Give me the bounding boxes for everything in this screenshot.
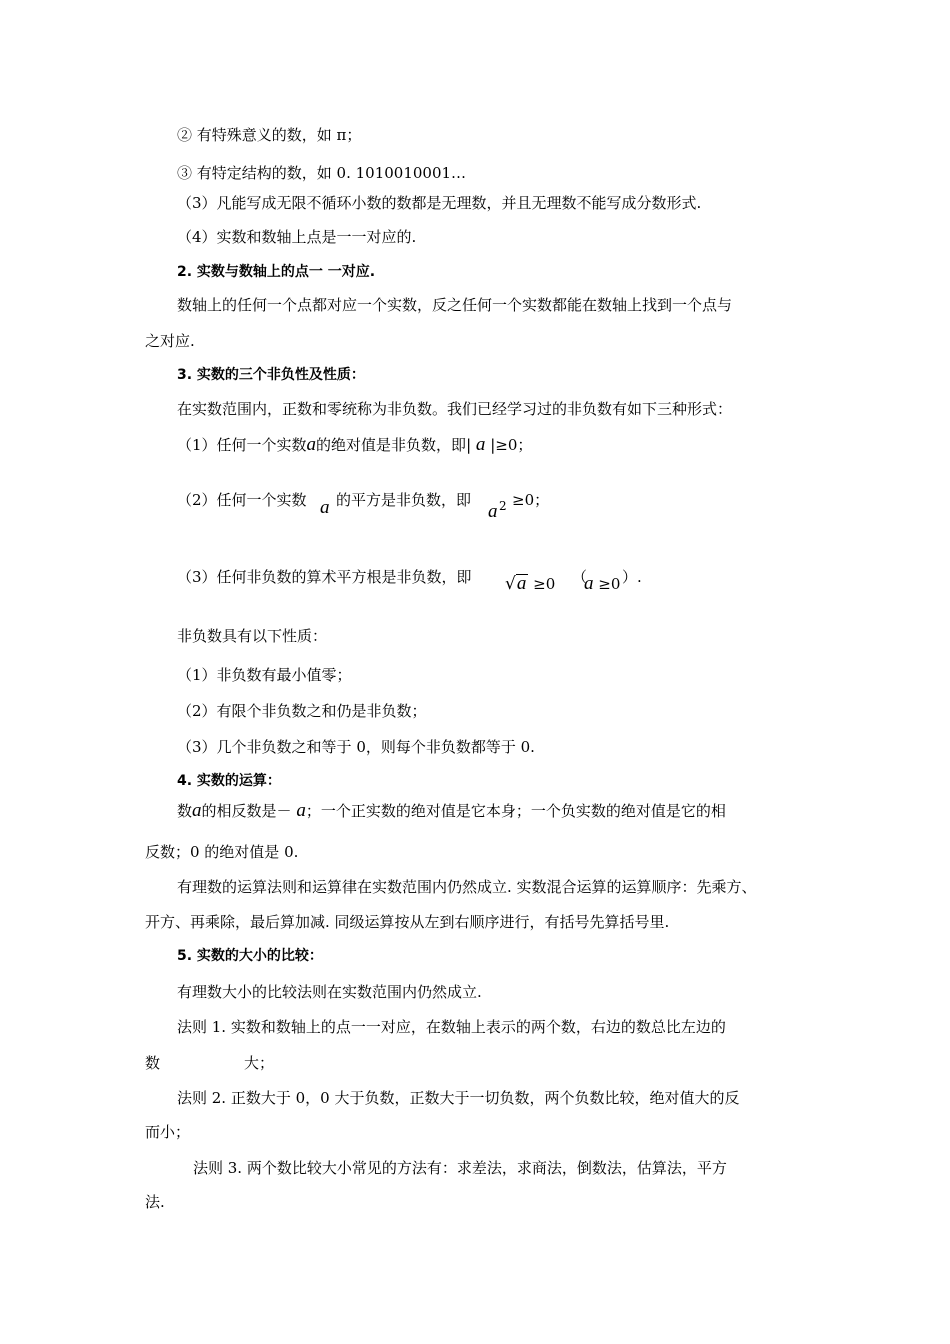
condition-close-paren: ）.	[622, 568, 642, 586]
variable-a: a	[306, 434, 317, 455]
ge-zero: ≥0	[533, 575, 556, 593]
sqrt-expression	[505, 573, 555, 595]
exponent-two: 2	[499, 499, 507, 513]
variable-a: a	[320, 497, 330, 518]
section4-line2: 反数；0 的绝对值是 0.	[145, 843, 299, 861]
section5-intro: 有理数大小的比较法则在实数范围内仍然成立.	[177, 983, 482, 1001]
form1-mid: 的绝对值是非负数，即	[316, 436, 467, 454]
variable-a: a	[296, 800, 306, 821]
rule1-line2-start: 数	[145, 1054, 161, 1072]
form2-suffix: ≥0；	[512, 491, 550, 509]
property-item: （1）非负数有最小值零；	[177, 666, 352, 684]
section4-line4: 开方、再乘除，最后算加减. 同级运算按从左到右顺序进行，有括号先算括号里.	[145, 913, 670, 931]
section3-intro: 在实数范围内，正数和零统称为非负数。我们已经学习过的非负数有如下三种形式：	[177, 400, 733, 418]
line1-mid: 的相反数是－	[201, 802, 292, 820]
rule1-line1: 法则 1. 实数和数轴上的点一一对应，在数轴上表示的两个数，右边的数总比左边的	[177, 1018, 726, 1036]
variable-a: a	[584, 573, 594, 594]
property-item: （3）几个非负数之和等于 0，则每个非负数都等于 0.	[177, 738, 535, 756]
item-special-meaning: ② 有特殊意义的数，如 π；	[177, 126, 362, 144]
nonneg-form-sqrt: （3）任何非负数的算术平方根是非负数，即	[177, 568, 472, 586]
variable-a: a	[192, 800, 202, 821]
property-item: （2）有限个非负数之和仍是非负数；	[177, 702, 427, 720]
section2-line1: 数轴上的任何一个点都对应一个实数，反之任何一个实数都能在数轴上找到一个点与	[177, 296, 733, 314]
rule3-line2: 法.	[145, 1193, 165, 1211]
variable-a: a	[488, 501, 498, 522]
form2-mid: 的平方是非负数，即	[336, 491, 472, 509]
properties-title: 非负数具有以下性质：	[177, 627, 328, 645]
section4-line1	[177, 800, 726, 822]
nonneg-form-square	[177, 489, 307, 511]
abs-bar-left: |	[466, 436, 472, 454]
rule3-line1: 法则 3. 两个数比较大小常见的方法有：求差法，求商法，倒数法，估算法，平方	[193, 1159, 727, 1177]
section2-heading: 2. 实数与数轴上的点一 一对应.	[177, 264, 376, 280]
rule2-line1: 法则 2. 正数大于 0，0 大于负数，正数大于一切负数，两个负数比较，绝对值大的反	[177, 1089, 740, 1107]
condition-expression	[584, 573, 620, 595]
condition-open-paren: （	[572, 568, 588, 586]
ge-zero: ≥0	[598, 575, 621, 593]
section3-heading: 3. 实数的三个非负性及性质：	[177, 367, 365, 383]
rule1-line2-end: 大；	[244, 1054, 275, 1072]
section2-line2: 之对应.	[145, 332, 195, 350]
section5-heading: 5. 实数的大小的比较：	[177, 948, 323, 964]
line1-prefix: 数	[177, 802, 193, 820]
section4-heading: 4. 实数的运算：	[177, 773, 281, 789]
section4-line3: 有理数的运算法则和运算律在实数范围内仍然成立. 实数混合运算的运算顺序：先乘方、	[177, 878, 757, 896]
form1-suffix: ≥0；	[495, 436, 533, 454]
variable-a: a	[516, 573, 527, 594]
item-special-structure: ③ 有特定结构的数，如 0. 1010010001…	[177, 164, 467, 182]
rule2-line2: 而小；	[145, 1123, 191, 1141]
item-one-to-one: （4）实数和数轴上点是一一对应的.	[177, 228, 417, 246]
item-irrational-definition: （3）凡能写成无限不循环小数的数都是无理数，并且无理数不能写成分数形式.	[177, 194, 702, 212]
radical-sign: √	[505, 574, 516, 594]
abs-bar-right: |	[490, 436, 496, 454]
line1-suffix: ；一个正实数的绝对值是它本身；一个负实数的绝对值是它的相	[305, 802, 726, 820]
form1-prefix: （1）任何一个实数	[177, 436, 307, 454]
variable-a: a	[475, 434, 486, 455]
nonneg-form-absolute	[177, 434, 532, 456]
form2-prefix: （2）任何一个实数	[177, 491, 307, 509]
